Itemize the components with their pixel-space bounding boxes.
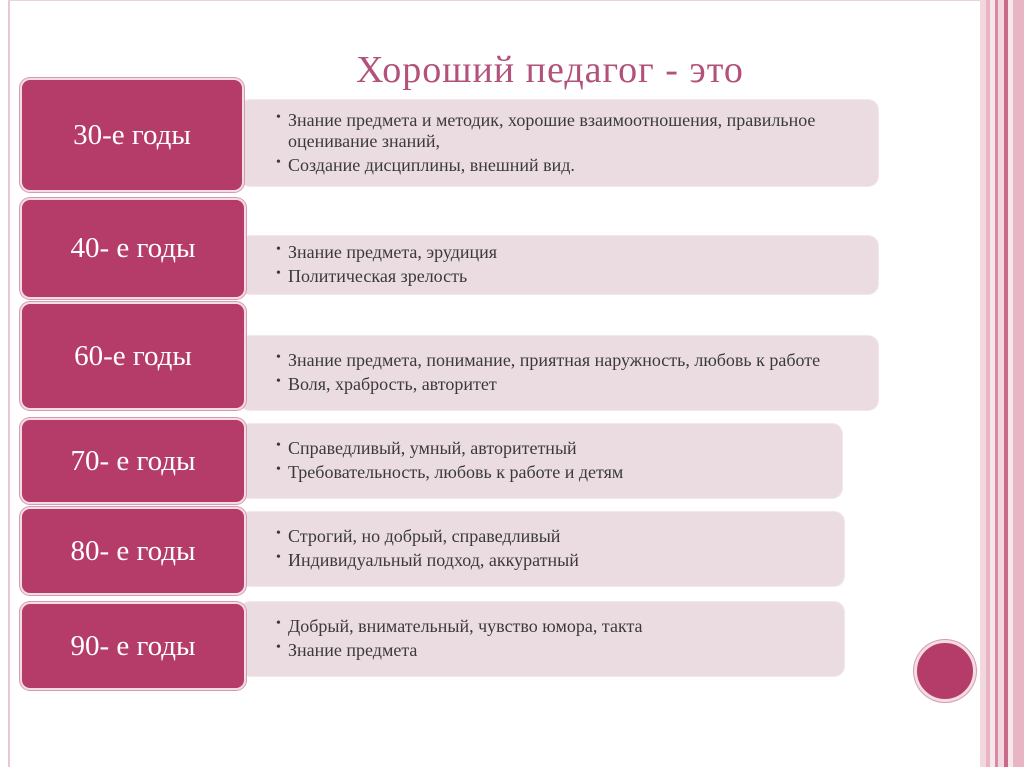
era-description-item: • Политическая зрелость	[278, 266, 864, 288]
era-description-item: • Создание дисциплины, внешний вид.	[278, 155, 864, 177]
era-description-item: • Требовательность, любовь к работе и детям	[278, 462, 828, 484]
era-label-box: 90- е годы	[20, 602, 246, 690]
era-label-box: 60-е годы	[20, 302, 246, 410]
era-description-item: • Знание предмета	[278, 640, 830, 662]
decorative-circle	[914, 640, 976, 702]
era-label-box: 40- е годы	[20, 198, 246, 299]
era-label-box: 30-е годы	[20, 78, 244, 192]
slide-frame-left-line	[8, 0, 10, 767]
era-description-item: • Воля, храбрость, авторитет	[278, 374, 864, 396]
era-description-item: • Строгий, но добрый, справедливый	[278, 526, 830, 548]
era-description-box	[240, 602, 844, 676]
era-description-item: • Знание предмета и методик, хорошие взаимоотношения, правильное оценивание знаний,	[278, 110, 864, 153]
era-description-box	[240, 100, 878, 186]
slide-frame-top-line	[8, 0, 988, 1]
era-description-item: • Индивидуальный подход, аккуратный	[278, 550, 830, 572]
era-description-item: • Справедливый, умный, авторитетный	[278, 438, 828, 460]
era-description-box	[240, 424, 842, 498]
slide-title: Хороший педагог - это	[356, 49, 744, 91]
decorative-stripe	[1013, 0, 1024, 767]
era-description-box	[240, 512, 844, 586]
era-label-box: 80- е годы	[20, 507, 246, 595]
era-description-item: • Добрый, внимательный, чувство юмора, такта	[278, 616, 830, 638]
era-description-item: • Знание предмета, понимание, приятная наружность, любовь к работе	[278, 350, 864, 372]
era-description-box	[240, 236, 878, 294]
era-description-item: • Знание предмета, эрудиция	[278, 242, 864, 264]
decorative-stripes	[980, 0, 1024, 767]
era-label-box: 70- е годы	[20, 418, 246, 504]
era-description-box	[240, 336, 878, 410]
